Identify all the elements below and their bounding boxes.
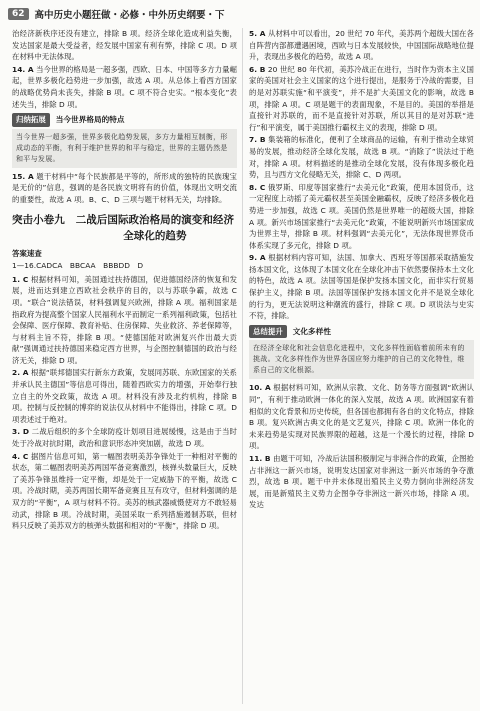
answer-5-number: 5. A	[249, 29, 266, 38]
tip-body: 在经济全球化和社会信息化进程中，文化多样性面临着前所未有的挑战。文化多样性作为世界各国应努力维护的自己的文化特性，维系自己的文化根源。	[249, 340, 474, 379]
answer-10-text: 根据材料可知，欧洲从宗教、文化、防务等方面强调“欧洲认同”，有利于推动欧洲一体化的深入发展，故选 A 项。欧洲国家有着相似的文化背景和历史传统，但各国也都拥有各自的文化特点，排除 B 项。复兴欧洲古典文化的是文艺复兴，排除 C 项。欧洲一体化的未来趋势是实现对民族界限的超越，这是一个漫长的过程，排除 D 项。	[249, 383, 474, 451]
answer-9-text: 根据材料内容可知，法国、加拿大、西班牙等国都采取措施发扬本国文化，这体现了本国文化在全球化冲击下依然要保持本土文化的特色，故选 A 项。法国等国是保护发扬本国文化，而非实行贸易保护主义，排除 B 项。法国等国保护发扬本国文化并不是说全球化的行为，更无法说明这种潮流的盛行，排除 C 项。D 项说法与史实不符，排除。	[249, 253, 474, 321]
answer-6-number: 6. B	[249, 64, 266, 74]
answer-4-number: 4. C	[12, 451, 29, 461]
answer-1	[12, 274, 237, 367]
answer-14-number: 14. A	[12, 64, 34, 74]
answer-1-number: 1. C	[12, 274, 29, 284]
answer-3	[12, 426, 237, 449]
answer-7-text: 集装箱的标准化，便利了全球商品的运输，有利于推动全球贸易的发展，推动经济全球化发展，故选 B 项。“消除了”说法过于绝对，排除 A 项。材料描述的是推动全球化发展，没有体现多极化趋势，且与西方文化侵略无关，排除 C、D 两项。	[249, 135, 474, 180]
tip-body: 当今世界一超多强，世界多极化趋势发展，多方力量相互制衡，形成动态的平衡，有利于维护世界的和平与稳定，世界的主题仍然是和平与发展。	[12, 129, 237, 168]
tip-tag: 归纳拓展	[12, 113, 50, 127]
tip-head	[249, 325, 474, 339]
answer-5	[249, 28, 474, 63]
answer-3-text: 二战后组织的多个全球防疫计划项目进展缓慢，这是由于当时处于冷战对抗时期，政治和意识形态冲突加剧，故选 D 项。	[12, 427, 237, 449]
tip-title: 文化多样性	[292, 326, 331, 336]
left-column	[12, 28, 237, 704]
answer-8-number: 8. C	[249, 182, 266, 192]
section-heading	[12, 212, 237, 244]
answer-10-number: 10. A	[249, 383, 271, 393]
right-column	[249, 28, 474, 704]
column-divider	[242, 28, 243, 704]
answer-11-text: 由题干可知，冷战后法国积极制定与非洲合作的政策，企图抢占非洲这一新兴市场，说明发达国家对非洲这一新兴市场的争夺激烈，故选 B 项。题干中并未体现出殖民主义势力倒向非洲经济发展，而是新殖民主义势力企图争夺非洲这一新兴市场，排除 A 项。发达	[249, 454, 474, 510]
answer-2-number: 2. A	[12, 368, 29, 378]
page-number: 62	[8, 8, 29, 20]
answer-key-line: 1—16.CADCA BBCAA BBBDD D	[12, 261, 144, 271]
answer-3-number: 3. D	[12, 427, 30, 437]
answer-2	[12, 367, 237, 425]
paragraph-continued: 治经济新秩序还没有建立，排除 B 项。经济全球化造成利益失衡，发达国家是最大受益者，经发展中国家有利有弊，排除 C 项。D 项在材料中无法体现。	[12, 29, 237, 62]
answer-15-number: 15. A	[12, 171, 34, 181]
answer-14-text: 当今世界的格局是一超多强，西欧、日本、中国等多方力量崛起，世界多极化趋势进一步加强，故选 A 项。从总体上看西方国家的战略优势尚未丧失，排除 B 项。C 项不符合史实。“根本变化”表述失当，排除 D 项。	[12, 64, 237, 109]
answer-15-text: 题干材料中“每个民族都是平等的，所形成的独特的民族瑰宝是无价的”信息，强调的是各民族文明将有的价值，体现出文明交流的重要性，故选 A 项。B、C、D 三项与题干材料无关，均排除。	[12, 171, 237, 204]
answer-7-number: 7. B	[249, 135, 266, 145]
section-label: 突击小卷九	[12, 213, 65, 226]
tip-title: 当今世界格局的特点	[55, 115, 125, 125]
tip-tag: 总结提升	[249, 325, 287, 339]
answer-key-heading: 答案速查	[12, 248, 42, 258]
answer-6-text: 20 世纪 80 年代初，美苏冷战正在进行，当时作为资本主义国家的美国对社会主义国家的这个进行提出，是服务于冷战的需要，目的是对苏联实施“和平演变”，并不是扩大美国文化的影响，故选 B 项，排除 A 项。C 项是题干的表面现象，不是目的。美国的举措是直接针对苏联的，而不是直接针对苏联，所以其目的是对苏联“进行”和平演变，属于美国推行霸权主义的表现，排除 D 项。	[249, 64, 474, 132]
answer-11	[249, 453, 474, 511]
answer-2-text: 根据“联邦德国实行新东方政策，发展同苏联、东欧国家的关系并承认民主德国”等信息可得出，随着西欧实力的增强，开始奉行独立自主的外交政策，故选 A 项。材料没有涉及北约机构，排除 B 项。控制与反控制的博弈的说法仅从材料中不能得出，排除 C 项。D 项表述过于绝对。	[12, 368, 237, 424]
answer-11-number: 11. B	[249, 454, 271, 463]
tip-head	[12, 113, 237, 127]
tip-box-world-pattern	[12, 113, 237, 168]
section-title: 二战后国际政治格局的演变和经济全球化的趋势	[75, 213, 234, 242]
answer-8	[249, 182, 474, 252]
answer-14	[12, 64, 237, 110]
answer-1-text: 根据材料可知，美国通过扶持德国，促进德国经济的恢复和发展，进而达到建立西欧社会秩序的目的，以与苏联争霸，故选 C 项。“联合”说法错误，材料强调复兴欧洲，排除 A 项。福利国家是指政府为提高整个国家人民福利水平而制定一系列福利政策，包括社会保障、医疗保障、教育补贴、住房保障、失业救济、养老保障等，与材料主旨不符，排除 B 项。“使德国能对欧洲复兴作出最大贡献”强调通过扶持德国来稳定西方世界，与企图控制德国的政治与经济无关，排除 D 项。	[12, 274, 237, 365]
page-header	[8, 5, 472, 23]
tip-box-cultural-diversity	[249, 325, 474, 380]
answer-15	[12, 171, 237, 206]
answer-6	[249, 64, 474, 134]
answer-4	[12, 451, 237, 532]
answer-5-text: 从材料中可以看出，20 世纪 70 年代，美苏两个超级大国在各自阵营内部都遭遇困境，西欧与日本发展较快，中国国际战略地位提升，表现出多极化的趋势，故选 A 项。	[249, 29, 474, 62]
answer-9	[249, 252, 474, 322]
book-title: 高中历史小题狂做・必修・中外历史纲要・下	[34, 10, 225, 21]
answer-8-text: 俄罗斯、印度等国家推行“去美元化”政策，使用本国货币，这一定程度上动摇了美元霸权甚至美国金融霸权，反映了经济多极化趋势进一步加强，故选 C 项。美国仍然是世界唯一的超级大国，排除 A 项。新兴市场国家推行“去美元化”政策，不能说明新兴市场国家成为世界主导，排除 B 项。材料强调“去美元化”，无法体现世界货币体系实现了多元化，排除 D 项。	[249, 182, 474, 250]
answer-9-number: 9. A	[249, 253, 266, 263]
answer-4-text: 据图片信息可知，第一幅图表明美苏争锋处于一种相对平衡的状态，第二幅图表明美苏两国军备竞赛激烈，核弹头数量巨大，反映了美苏争锋虽维持一定平衡，却是处于一定威胁下的平衡，故选 C 项。冷战时期，美苏两国长期军备竞赛且互有攻守，但材料强调的是双方的“平衡”，A 项与材料不符。美苏的核武器威慑使对方不敢轻易动武，排除 B 项。冷战时期，美国采取一系列措施遏制苏联，但材料只反映了美苏双方的核弹头数据和相对的“平衡”，排除 D 项。	[12, 451, 237, 531]
answer-10	[249, 382, 474, 452]
answer-7	[249, 134, 474, 180]
